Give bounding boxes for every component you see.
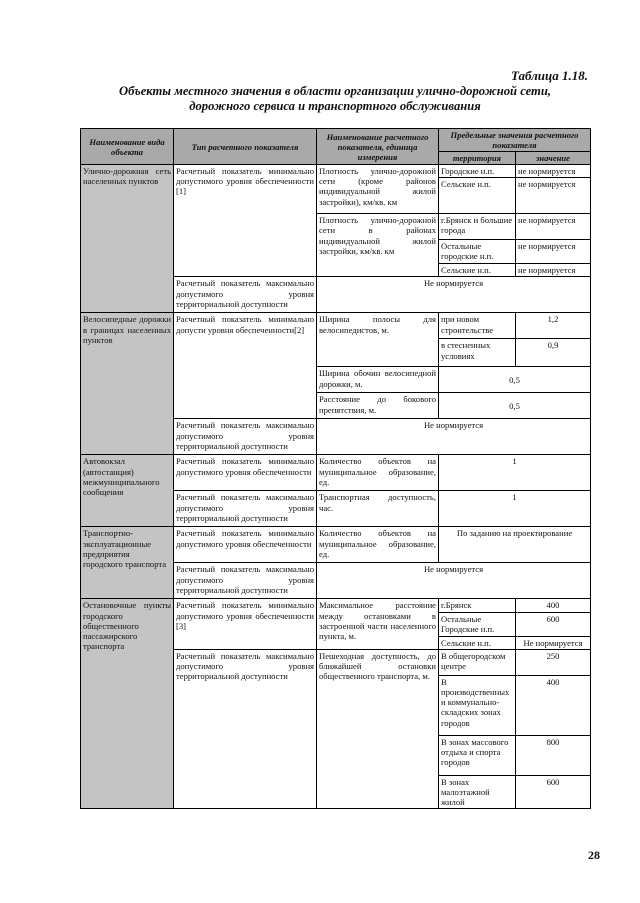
indicator-type-cell: Расчетный показатель максимально допустимого уровня территориальной доступности bbox=[174, 277, 317, 313]
table-row bbox=[81, 527, 591, 563]
table-caption bbox=[90, 84, 580, 114]
object-cell: Транспортно-эксплуатационные предприятия городского транспорта bbox=[81, 527, 174, 599]
territory-cell: Сельские н.п. bbox=[439, 636, 516, 649]
header-limit-values: Предельные значения расчетного показателя bbox=[439, 129, 591, 152]
value-cell: Не нормируется bbox=[516, 636, 591, 649]
indicator-type-cell: Расчетный показатель минимально допустимого уровня обеспеченности [3] bbox=[174, 599, 317, 649]
indicator-name-cell: Транспортная доступность, час. bbox=[317, 491, 439, 527]
value-cell: 1,2 bbox=[516, 313, 591, 339]
indicator-name-cell: Расстояние до бокового препятствия, м. bbox=[317, 393, 439, 419]
indicator-type-cell: Расчетный показатель минимально допусти уровня обеспеченности[2] bbox=[174, 313, 317, 419]
territory-cell: В производственных и коммунально-складских зонах городов bbox=[439, 675, 516, 735]
indicator-name-cell: Ширина обочин велосипедной дорожки, м. bbox=[317, 367, 439, 393]
indicator-name-cell: Ширина полосы для велосипедистов, м. bbox=[317, 313, 439, 367]
header-territory: территория bbox=[439, 152, 516, 165]
header-indicator-name: Наименование расчетного показателя, единица измерения bbox=[317, 129, 439, 165]
indicator-type-cell: Расчетный показатель минимально допустимого уровня обеспеченности bbox=[174, 527, 317, 563]
object-cell: Улично-дорожная сеть населенных пунктов bbox=[81, 165, 174, 313]
indicator-name-cell: Количество объектов на муниципальное образование, ед. bbox=[317, 527, 439, 563]
value-cell: 1 bbox=[439, 491, 591, 527]
indicator-type-cell: Расчетный показатель максимально допустимого уровня территориальной доступности bbox=[174, 419, 317, 455]
table-row bbox=[81, 599, 591, 612]
value-cell: 0,9 bbox=[516, 339, 591, 367]
standards-table bbox=[80, 128, 591, 809]
indicator-name-cell: Плотность улично-дорожной сети в районах индивидуальной жилой застройки, км/кв. км bbox=[317, 214, 439, 277]
value-cell: не нормируется bbox=[516, 178, 591, 214]
indicator-type-cell: Расчетный показатель минимально допустимого уровня обеспеченности bbox=[174, 455, 317, 491]
table-row bbox=[81, 313, 591, 339]
indicator-type-cell: Расчетный показатель максимально допустимого уровня территориальной доступности bbox=[174, 649, 317, 809]
value-cell: 0,5 bbox=[439, 393, 591, 419]
territory-cell: г.Брянск bbox=[439, 599, 516, 612]
value-cell: 400 bbox=[516, 675, 591, 735]
value-cell: 600 bbox=[516, 775, 591, 809]
value-cell: По заданию на проектирование bbox=[439, 527, 591, 563]
object-cell: Автовокзал (автостанция) межмуниципального сообщения bbox=[81, 455, 174, 527]
value-cell: 600 bbox=[516, 612, 591, 636]
header-indicator-type: Тип расчетного показателя bbox=[174, 129, 317, 165]
territory-cell: в стесненных условиях bbox=[439, 339, 516, 367]
value-cell: 400 bbox=[516, 599, 591, 612]
header-row bbox=[81, 129, 591, 152]
territory-cell: Остальные городские н.п. bbox=[439, 240, 516, 264]
indicator-type-cell: Расчетный показатель минимально допустимого уровня обеспеченности [1] bbox=[174, 165, 317, 277]
table-number: Таблица 1.18. bbox=[510, 68, 588, 83]
caption-line-2: дорожного сервиса и транспортного обслуживания bbox=[189, 99, 481, 113]
page-number: 28 bbox=[588, 848, 600, 862]
header-value: значение bbox=[516, 152, 591, 165]
caption-line-1: Объекты местного значения в области организации улично-дорожной сети, bbox=[119, 84, 551, 98]
territory-cell: при новом строительстве bbox=[439, 313, 516, 339]
object-cell: Велосипедные дорожки в границах населенных пунктов bbox=[81, 313, 174, 455]
indicator-name-cell: Пешеходная доступность, до ближайшей остановки общественного транспорта, м. bbox=[317, 649, 439, 809]
territory-cell: В зонах массового отдыха и спорта городов bbox=[439, 735, 516, 775]
territory-cell: Сельские н.п. bbox=[439, 178, 516, 214]
value-cell: 250 bbox=[516, 649, 591, 675]
table-row bbox=[81, 165, 591, 178]
value-cell: 0,5 bbox=[439, 367, 591, 393]
value-cell: 800 bbox=[516, 735, 591, 775]
territory-cell: г.Брянск и большие города bbox=[439, 214, 516, 240]
value-cell: не нормируется bbox=[516, 240, 591, 264]
indicator-name-cell: Количество объектов на муниципальное образование, ед. bbox=[317, 455, 439, 491]
value-cell: Не нормируется bbox=[317, 563, 591, 599]
territory-cell: Остальные Городские н.п. bbox=[439, 612, 516, 636]
territory-cell: Сельские н.п. bbox=[439, 264, 516, 277]
territory-cell: В зонах малоэтажной жилой bbox=[439, 775, 516, 809]
indicator-type-cell: Расчетный показатель максимально допустимого уровня территориальной доступности bbox=[174, 491, 317, 527]
header-object-type: Наименование вида объекта bbox=[81, 129, 174, 165]
value-cell: не нормируется bbox=[516, 165, 591, 178]
value-cell: Не нормируется bbox=[317, 277, 591, 313]
value-cell: не нормируется bbox=[516, 214, 591, 240]
indicator-type-cell: Расчетный показатель максимально допустимого уровня территориальной доступности bbox=[174, 563, 317, 599]
table-row bbox=[81, 455, 591, 491]
indicator-name-cell: Плотность улично-дорожной сети (кроме районов индивидуальной жилой застройки), км/кв. км bbox=[317, 165, 439, 214]
indicator-name-cell: Максимальное расстояние между остановками в застроенной части населенного пункта, м. bbox=[317, 599, 439, 649]
value-cell: 1 bbox=[439, 455, 591, 491]
object-cell: Остановочные пункты городского общественного пассажирского транспорта bbox=[81, 599, 174, 809]
territory-cell: В общегородском центре bbox=[439, 649, 516, 675]
value-cell: Не нормируется bbox=[317, 419, 591, 455]
value-cell: не нормируется bbox=[516, 264, 591, 277]
territory-cell: Городские н.п. bbox=[439, 165, 516, 178]
